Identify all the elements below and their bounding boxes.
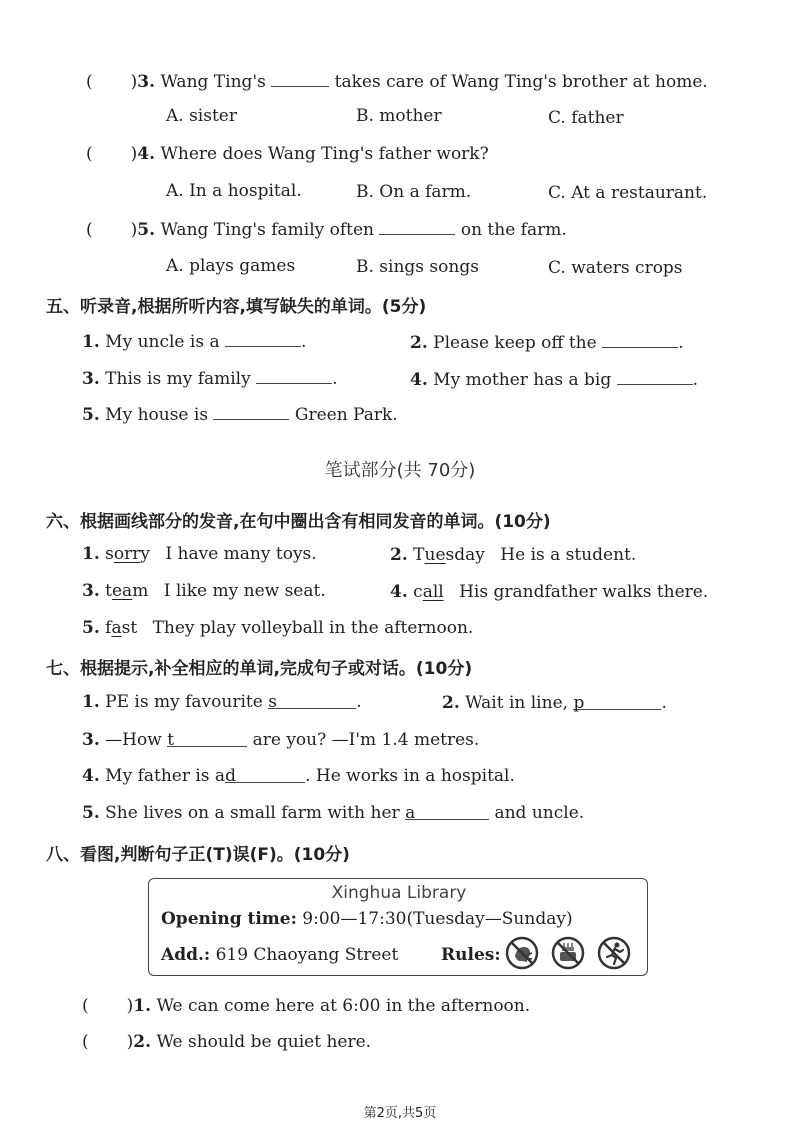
answer-blank[interactable]: [271, 70, 329, 87]
target-word: call: [413, 582, 444, 602]
answer-blank[interactable]: s: [268, 692, 356, 709]
question-3: [86, 70, 708, 92]
answer-blank[interactable]: [379, 218, 455, 235]
sentence[interactable]: I like my new seat.: [163, 581, 326, 601]
question-number: 3.: [137, 72, 156, 92]
question-text-cont: takes care of Wang Ting's brother at home.: [334, 72, 708, 92]
s5-item-3: 3. This is my family .: [82, 369, 338, 389]
section-8-heading: 八、看图,判断句子正(T)误(F)。(10分): [46, 845, 350, 865]
s7-item-4: 4. My father is ad . He works in a hospital.: [82, 766, 515, 786]
s7-item-1: 1. PE is my favourite s .: [82, 692, 362, 712]
option-b: B. On a farm.: [356, 182, 472, 202]
sentence[interactable]: He is a student.: [500, 545, 637, 565]
option-a: A. sister: [166, 106, 237, 126]
section-7-heading: 七、根据提示,补全相应的单词,完成句子或对话。(10分): [46, 659, 473, 679]
target-word: fast: [105, 618, 138, 638]
library-notice: [148, 878, 648, 976]
question-5: [86, 218, 567, 240]
answer-paren[interactable]: ( ): [86, 144, 138, 164]
s7-item-3: 3. —How t are you? —I'm 1.4 metres.: [82, 730, 480, 750]
answer-blank[interactable]: [256, 367, 332, 384]
s5-item-1: 1. My uncle is a .: [82, 332, 307, 352]
s5-item-4: 4. My mother has a big .: [410, 370, 699, 390]
rules-label: Rules:: [441, 945, 501, 965]
target-word: team: [105, 581, 149, 601]
option-c: C. father: [548, 108, 624, 128]
question-4: [86, 144, 489, 164]
answer-blank[interactable]: [225, 330, 301, 347]
section-6-heading: 六、根据画线部分的发音,在句中圈出含有相同发音的单词。(10分): [46, 512, 551, 532]
s8-item-2: ( )2. We should be quiet here.: [82, 1032, 372, 1052]
answer-blank[interactable]: [617, 368, 693, 385]
sentence[interactable]: His grandfather walks there.: [459, 582, 709, 602]
s7-item-5: 5. She lives on a small farm with her a and uncle.: [82, 803, 585, 823]
s6-item-1: 1. sorry I have many toys.: [82, 544, 317, 564]
s8-item-1: ( )1. We can come here at 6:00 in the afternoon.: [82, 996, 531, 1016]
question-text-cont: on the farm.: [460, 220, 567, 240]
sentence[interactable]: They play volleyball in the afternoon.: [152, 618, 474, 638]
no-running-icon: [597, 936, 631, 970]
answer-blank[interactable]: [602, 331, 678, 348]
answer-blank[interactable]: d: [225, 766, 305, 783]
option-c: C. At a restaurant.: [548, 183, 708, 203]
option-a: A. In a hospital.: [166, 181, 302, 201]
answer-blank[interactable]: [213, 403, 289, 420]
section-5-heading: 五、听录音,根据所听内容,填写缺失的单词。(5分): [46, 297, 427, 317]
s7-item-2: 2. Wait in line, p .: [442, 693, 667, 713]
option-b: B. sings songs: [356, 257, 479, 277]
answer-paren[interactable]: ( ): [86, 72, 138, 92]
sentence[interactable]: I have many toys.: [165, 544, 317, 564]
library-title: Xinghua Library: [331, 883, 467, 903]
answer-blank[interactable]: a: [405, 803, 489, 820]
s5-item-5: 5. My house is Green Park.: [82, 405, 398, 425]
address: Add.: 619 Chaoyang Street: [161, 945, 399, 965]
option-b: B. mother: [356, 106, 442, 126]
option-a: A. plays games: [166, 256, 296, 276]
s6-item-3: 3. team I like my new seat.: [82, 581, 326, 601]
s6-item-5: 5. fast They play volleyball in the afternoon.: [82, 618, 474, 638]
question-text: Wang Ting's family often: [160, 220, 375, 240]
opening-time: Opening time: 9:00—17:30(Tuesday—Sunday): [161, 909, 573, 929]
answer-paren[interactable]: ( ): [82, 1032, 134, 1052]
answer-blank[interactable]: t: [167, 730, 247, 747]
answer-blank[interactable]: p: [573, 693, 661, 710]
no-talking-icon: [505, 936, 539, 970]
s5-item-2: 2. Please keep off the .: [410, 333, 684, 353]
question-number: 4.: [137, 144, 156, 164]
page-footer: 第2页,共5页: [363, 1106, 437, 1121]
s6-item-4: 4. call His grandfather walks there.: [390, 582, 709, 602]
option-c: C. waters crops: [548, 258, 683, 278]
written-part-title: 笔试部分(共 70分): [324, 460, 476, 481]
target-word: Tuesday: [413, 545, 485, 565]
target-word: sorry: [105, 544, 150, 564]
answer-paren[interactable]: ( ): [86, 220, 138, 240]
question-number: 5.: [137, 220, 156, 240]
no-eating-icon: [551, 936, 585, 970]
question-text: Wang Ting's: [160, 72, 266, 92]
answer-paren[interactable]: ( ): [82, 996, 134, 1016]
s6-item-2: 2. Tuesday He is a student.: [390, 545, 637, 565]
question-text: Where does Wang Ting's father work?: [160, 144, 489, 164]
